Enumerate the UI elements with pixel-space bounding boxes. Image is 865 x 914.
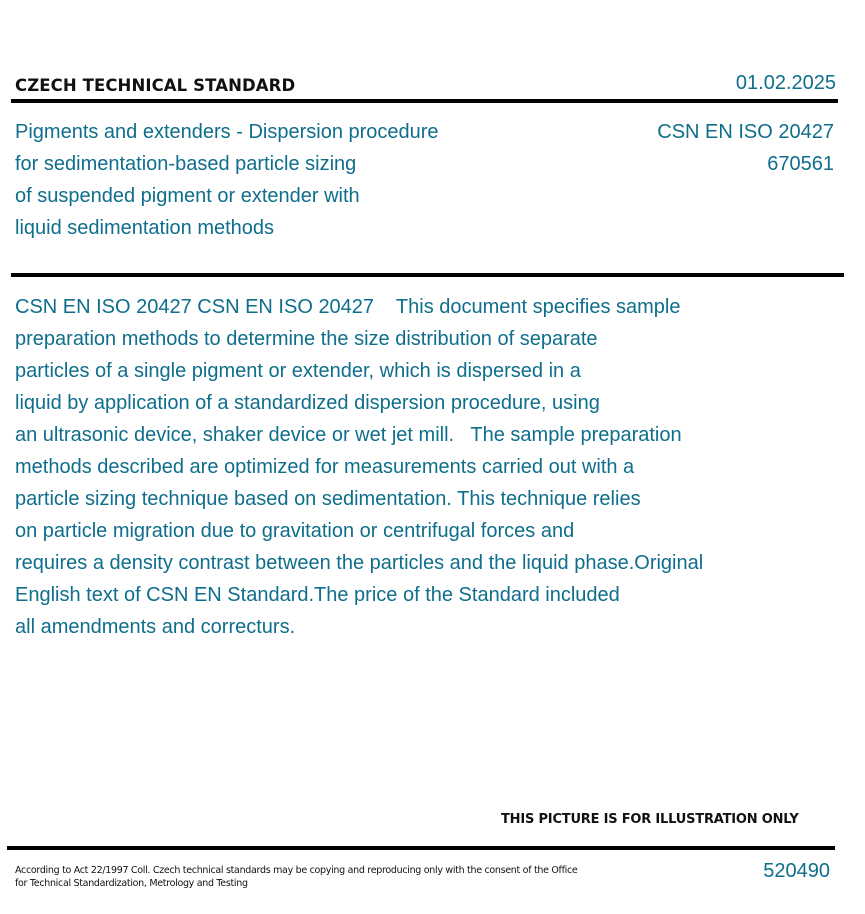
abstract-line: English text of CSN EN Standard.The price of the Standard included — [15, 584, 620, 606]
document-number: 520490 — [763, 860, 830, 882]
standard-codes — [657, 116, 834, 180]
abstract-line: particle sizing technique based on sedimentation. This technique relies — [15, 488, 641, 510]
title-line: for sedimentation-based particle sizing — [15, 153, 357, 175]
legal-notice-line: According to Act 22/1997 Coll. Czech technical standards may be copying and reproducing only with the consent of the Office — [15, 865, 578, 876]
abstract-line: liquid by application of a standardized dispersion procedure, using — [15, 392, 600, 414]
classification-number: 670561 — [767, 153, 834, 175]
abstract-line: particles of a single pigment or extender, which is dispersed in a — [15, 360, 581, 382]
publication-date: 01.02.2025 — [735, 72, 836, 94]
top-divider — [11, 99, 838, 103]
abstract-line: preparation methods to determine the size distribution of separate — [15, 328, 598, 350]
abstract-line: an ultrasonic device, shaker device or wet jet mill. The sample preparation — [15, 424, 682, 446]
title-line: Pigments and extenders - Dispersion procedure — [15, 121, 439, 143]
middle-divider — [11, 273, 844, 277]
title-line: liquid sedimentation methods — [15, 217, 275, 239]
abstract-line: on particle migration due to gravitation or centrifugal forces and — [15, 520, 575, 542]
standard-abstract — [15, 291, 845, 643]
abstract-line: methods described are optimized for measurements carried out with a — [15, 456, 635, 478]
abstract-line: CSN EN ISO 20427 CSN EN ISO 20427 This document specifies sample — [15, 296, 681, 318]
legal-notice-line: for Technical Standardization, Metrology and Testing — [15, 878, 248, 889]
legal-notice — [15, 864, 615, 890]
abstract-line: all amendments and correcturs. — [15, 616, 296, 638]
illustration-disclaimer: THIS PICTURE IS FOR ILLUSTRATION ONLY — [501, 812, 799, 827]
abstract-line: requires a density contrast between the particles and the liquid phase.Original — [15, 552, 704, 574]
standard-title — [15, 116, 535, 244]
standard-designation: CSN EN ISO 20427 — [657, 121, 834, 143]
document-type-label: CZECH TECHNICAL STANDARD — [15, 76, 296, 95]
bottom-divider — [7, 846, 835, 850]
title-line: of suspended pigment or extender with — [15, 185, 360, 207]
